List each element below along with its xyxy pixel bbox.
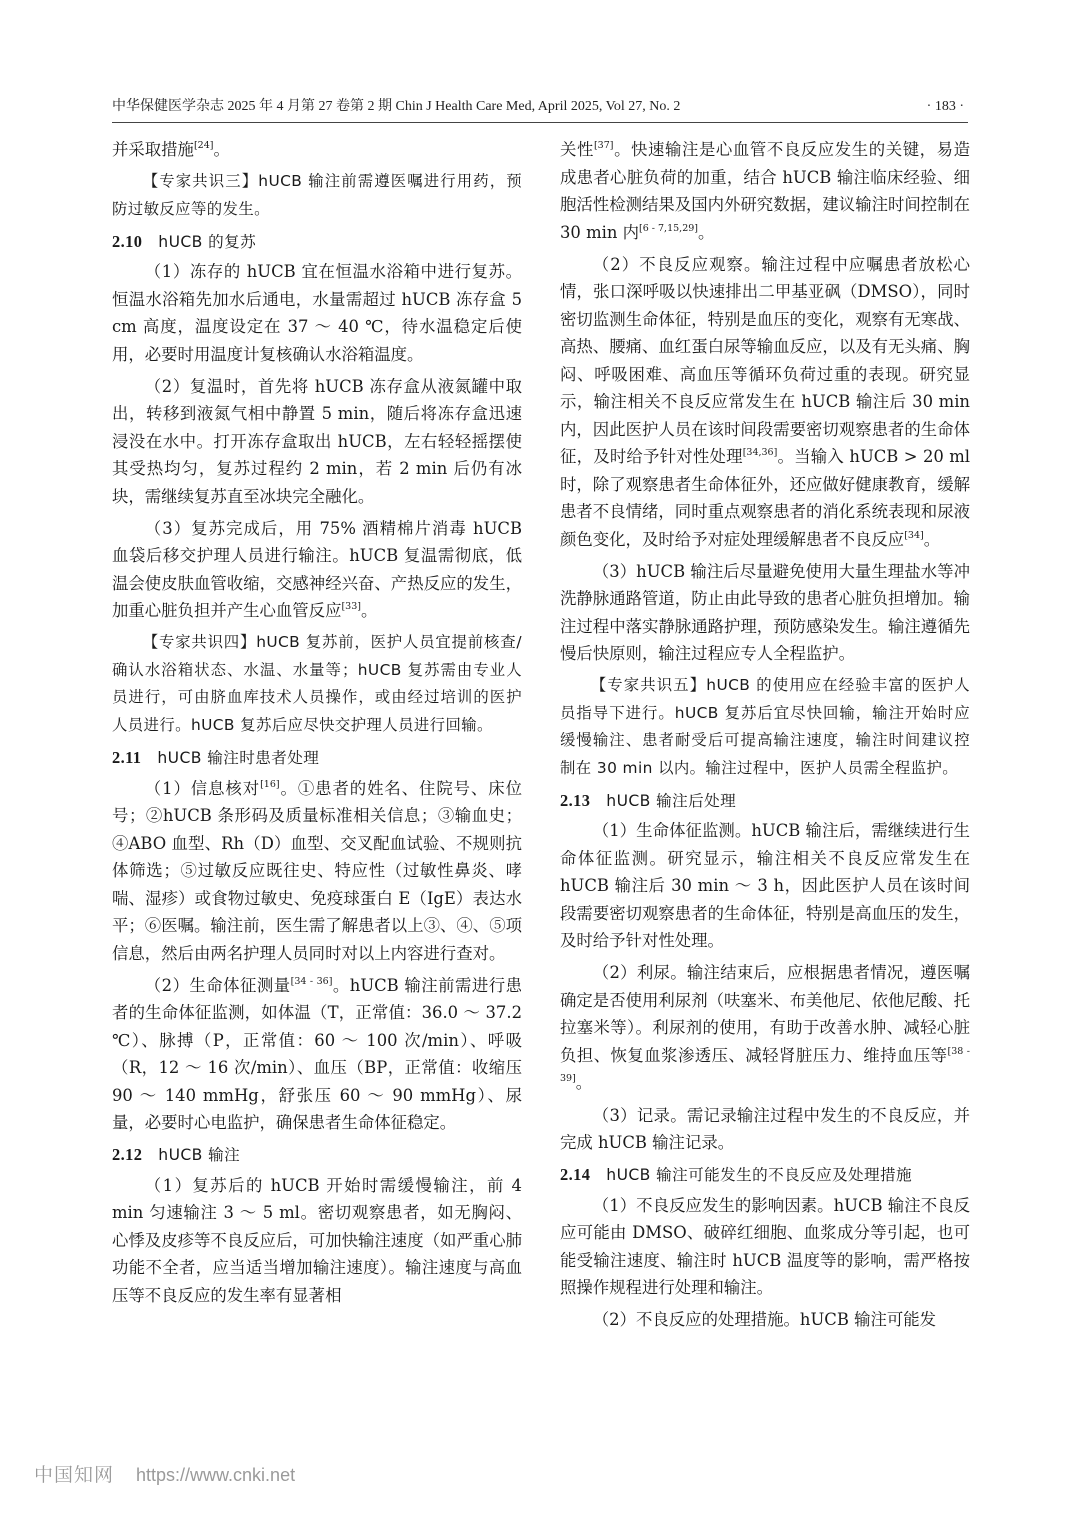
page-number: · 183 · — [926, 99, 964, 114]
paragraph: （2）不良反应观察。输注过程中应嘱患者放松心情，张口深呼吸以快速排出二甲基亚砜（DMSO），同时密切监测生命体征，特别是血压的变化，观察有无寒战、高热、腰痛、血红蛋白尿等输血反应，以及有无头痛、胸闷、呼吸困难、高血压等循环负荷过重的表现。研究显示，输注相关不良反应常发生在 hUCB 输注后 30 min 内，因此医护人员在该时间段需要密切观察患者的生命体征，及时给予针对性处理[34,36]。当输入 hUCB > 20 ml 时，除了观察患者生命体征外，还应做好健康教育，缓解患者不良情绪，同时重点观察患者的消化系统表现和尿液颜色变化，及时给予对症处理缓解患者不良反应[34]。 — [560, 254, 970, 549]
paragraph: （3）记录。需记录输注过程中发生的不良反应，并完成 hUCB 输注记录。 — [560, 1105, 970, 1153]
paragraph: （2）不良反应的处理措施。hUCB 输注可能发 — [592, 1310, 937, 1330]
section-heading-2-12: 2.12 hUCB 输注 — [112, 1145, 241, 1165]
right-column — [560, 136, 970, 1381]
citation-ref[interactable]: [34,36] — [742, 447, 778, 459]
header-rule — [112, 122, 968, 123]
paragraph: （1）复苏后的 hUCB 开始时需缓慢输注，前 4 min 匀速输注 3 ～ 5 ml。密切观察患者，如无胸闷、心悸及皮疹等不良反应后，可加快输注速度（如严重心肺功能不全者，应当适当增加输注速度）。输注速度与高血压等不良反应的发生率有显著相 — [112, 1175, 522, 1305]
paragraph: （3）复苏完成后，用 75% 酒精棉片消毒 hUCB 血袋后移交护理人员进行输注。hUCB 复温需彻底，低温会使皮肤血管收缩，交感神经兴奋、产热反应的发生，加重心脏负担并产生心血管反应[33]。 — [112, 518, 522, 621]
citation-ref[interactable]: [6 - 7,15,29] — [639, 222, 698, 234]
citation-ref[interactable]: [24] — [193, 140, 214, 151]
paragraph: （2）生命体征测量[34 - 36]。hUCB 输注前需进行患者的生命体征监测，如体温（T，正常值：36.0 ～ 37.2 ℃）、脉搏（P，正常值：60 ～ 100 次/min）、呼吸（R，12 ～ 16 次/min）、血压（BP，正常值：收缩压 90 ～ 140 mmHg，舒张压 60 ～ 90 mmHg）、尿量，必要时心电监护，确保患者生命体征稳定。 — [112, 975, 522, 1133]
cnki-logo: 中国知网 — [34, 1464, 115, 1486]
section-heading-2-11: 2.11 hUCB 输注时患者处理 — [112, 748, 320, 768]
paragraph: （1）不良反应发生的影响因素。hUCB 输注不良反应可能由 DMSO、破碎红细胞、血浆成分等引起，也可能受输注速度、输注时 hUCB 温度等的影响，需严格按照操作规程进行处理和输注。 — [560, 1195, 970, 1298]
citation-ref[interactable]: [37] — [593, 140, 614, 151]
paragraph: 关性[37]。快速输注是心血管不良反应发生的关键，易造成患者心脏负荷的加重，结合 hUCB 输注临床经验、细胞活性检测结果及国内外研究数据，建议输注时间控制在 30 min 内[6 - 7,15,29]。 — [560, 140, 970, 242]
paragraph: （2）利尿。输注结束后，应根据患者情况，遵医嘱确定是否使用利尿剂（呋塞米、布美他尼、依他尼酸、托拉塞米等）。利尿剂的使用，有助于改善水肿、减轻心脏负担、恢复血浆渗透压、减轻肾脏压力、维持血压等[38 - 39]。 — [560, 963, 970, 1093]
paragraph: （2）复温时，首先将 hUCB 冻存盒从液氮罐中取出，转移到液氮气相中静置 5 min，随后将冻存盒迅速浸没在水中。打开冻存盒取出 hUCB，左右轻轻摇摆使其受热均匀，复苏过程约 2 min，若 2 min 后仍有冰块，需继续复苏直至冰块完全融化。 — [112, 376, 522, 506]
paragraph: （1）信息核对[16]。①患者的姓名、住院号、床位号；②hUCB 条形码及质量标准相关信息；③输血史；④ABO 血型、Rh（D）血型、交叉配血试验、不规则抗体筛选；⑤过敏反应既往史、特应性（过敏性鼻炎、哮喘、湿疹）或食物过敏史、免疫球蛋白 E（IgE）表达水平；⑥医嘱。输注前，医生需了解患者以上③、④、⑤项信息，然后由两名护理人员同时对以上内容进行查对。 — [112, 778, 522, 963]
paragraph: 并采取措施[24]。 — [112, 140, 230, 159]
paragraph: （1）生命体征监测。hUCB 输注后，需继续进行生命体征监测。研究显示，输注相关不良反应常发生在 hUCB 输注后 30 min ～ 3 h，因此医护人员在该时间段需要密切观察患者的生命体征，特别是高血压的发生，及时给予针对性处理。 — [560, 821, 970, 951]
watermark-footer — [34, 1460, 295, 1486]
section-heading-2-10: 2.10 hUCB 的复苏 — [112, 231, 257, 251]
journal-citation: 中华保健医学杂志 2025 年 4 月第 27 卷第 2 期 Chin J Health Care Med, April 2025, Vol 27, No. 2 — [112, 99, 681, 114]
citation-ref[interactable]: [16] — [260, 778, 280, 790]
expert-consensus-3: 【专家共识三】hUCB 输注前需遵医嘱进行用药，预防过敏反应等的发生。 — [112, 172, 522, 218]
citation-ref[interactable]: [38 - 39] — [560, 1045, 970, 1085]
expert-consensus-4: 【专家共识四】hUCB 复苏前，医护人员宜提前核查/确认水浴箱状态、水温、水量等；hUCB 复苏需由专业人员进行，可由脐血库技术人员操作，或由经过培训的医护人员进行。hUCB 复苏后应尽快交护理人员进行回输。 — [112, 633, 522, 734]
cnki-url[interactable]: https://www.cnki.net — [136, 1465, 296, 1485]
running-header — [112, 96, 968, 118]
section-heading-2-13: 2.13 hUCB 输注后处理 — [560, 790, 737, 810]
citation-ref[interactable]: [33] — [341, 601, 361, 613]
paragraph: （3）hUCB 输注后尽量避免使用大量生理盐水等冲洗静脉通路管道，防止由此导致的患者心脏负担增加。输注过程中落实静脉通路护理，预防感染发生。输注遵循先慢后快原则，输注过程应专人全程监护。 — [560, 561, 970, 664]
paragraph: （1）冻存的 hUCB 宜在恒温水浴箱中进行复苏。恒温水浴箱先加水后通电，水量需超过 hUCB 冻存盒 5 cm 高度，温度设定在 37 ～ 40 ℃，待水温稳定后使用，必要时用温度计复核确认水浴箱温度。 — [112, 262, 522, 364]
expert-consensus-5: 【专家共识五】hUCB 的使用应在经验丰富的医护人员指导下进行。hUCB 复苏后宜尽快回输，输注开始时应缓慢输注、患者耐受后可提高输注速度，输注时间建议控制在 30 min 以内。输注过程中，医护人员需全程监护。 — [560, 676, 970, 777]
left-column — [112, 136, 522, 1381]
citation-ref[interactable]: [34 - 36] — [290, 975, 333, 987]
citation-ref[interactable]: [34] — [904, 529, 924, 541]
section-heading-2-14: 2.14 hUCB 输注可能发生的不良反应及处理措施 — [560, 1165, 913, 1185]
